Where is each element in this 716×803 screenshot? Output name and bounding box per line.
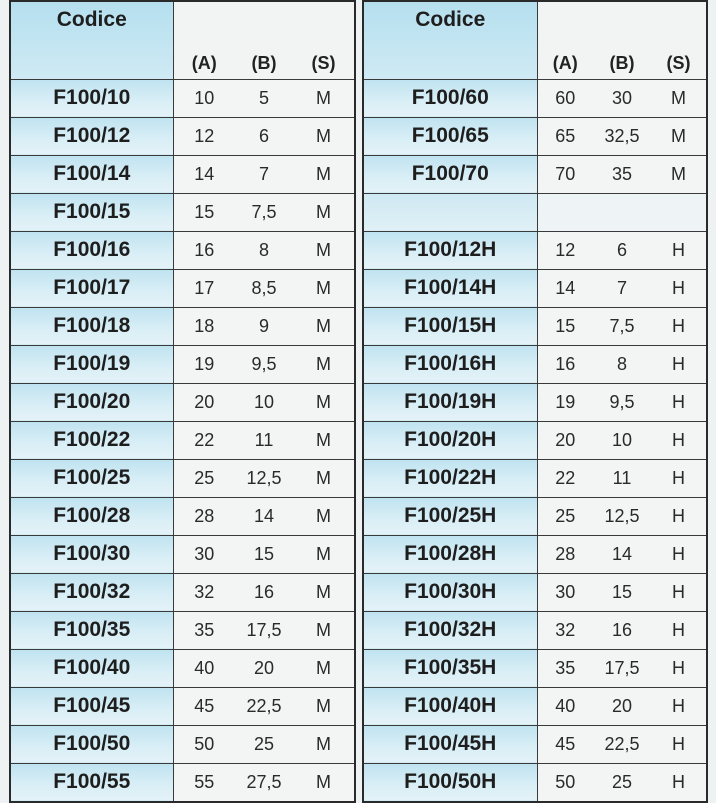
s-cell: M <box>293 497 355 535</box>
b-cell: 15 <box>235 535 293 573</box>
code-cell: F100/28H <box>363 535 537 573</box>
table-row <box>363 763 707 802</box>
table-row <box>363 459 707 497</box>
b-cell: 12,5 <box>235 459 293 497</box>
b-cell: 7,5 <box>235 193 293 231</box>
table-row <box>363 155 707 193</box>
left-table-body <box>10 79 355 802</box>
table-row <box>10 763 355 802</box>
table-row <box>10 155 355 193</box>
header-col-b: (B) <box>593 1 651 79</box>
code-cell: F100/35 <box>10 611 173 649</box>
header-row <box>10 1 355 79</box>
a-cell: 12 <box>537 231 593 269</box>
s-cell: M <box>293 269 355 307</box>
a-cell: 35 <box>537 649 593 687</box>
s-cell: M <box>293 307 355 345</box>
s-cell: H <box>651 383 707 421</box>
code-cell: F100/40 <box>10 649 173 687</box>
table-row <box>363 611 707 649</box>
s-cell: M <box>293 459 355 497</box>
code-cell: F100/28 <box>10 497 173 535</box>
s-cell: M <box>293 345 355 383</box>
left-code-table <box>9 0 356 803</box>
code-cell: F100/17 <box>10 269 173 307</box>
b-cell: 8,5 <box>235 269 293 307</box>
b-cell: 17,5 <box>235 611 293 649</box>
a-cell: 50 <box>537 763 593 802</box>
code-cell: F100/45 <box>10 687 173 725</box>
s-cell: H <box>651 345 707 383</box>
s-cell: M <box>651 155 707 193</box>
a-cell: 60 <box>537 79 593 117</box>
s-cell: H <box>651 535 707 573</box>
a-cell: 10 <box>173 79 235 117</box>
a-cell: 45 <box>537 725 593 763</box>
code-cell: F100/10 <box>10 79 173 117</box>
a-cell: 17 <box>173 269 235 307</box>
s-cell: H <box>651 421 707 459</box>
table-row <box>10 307 355 345</box>
header-col-a: (A) <box>173 1 235 79</box>
b-cell: 7 <box>235 155 293 193</box>
b-cell: 9 <box>235 307 293 345</box>
header-codice: Codice <box>10 1 173 79</box>
table-row <box>10 193 355 231</box>
table-row <box>10 345 355 383</box>
code-cell: F100/32 <box>10 573 173 611</box>
a-cell: 45 <box>173 687 235 725</box>
code-cell: F100/32H <box>363 611 537 649</box>
s-cell: M <box>293 535 355 573</box>
header-col-s: (S) <box>293 1 355 79</box>
code-cell: F100/65 <box>363 117 537 155</box>
table-row <box>363 421 707 459</box>
s-cell: M <box>651 79 707 117</box>
s-cell: H <box>651 573 707 611</box>
table-row <box>10 611 355 649</box>
code-cell: F100/16 <box>10 231 173 269</box>
a-cell: 14 <box>537 269 593 307</box>
b-cell: 10 <box>593 421 651 459</box>
right-code-table <box>362 0 708 803</box>
a-cell: 14 <box>173 155 235 193</box>
table-row <box>10 383 355 421</box>
s-cell: M <box>293 611 355 649</box>
s-cell: M <box>293 155 355 193</box>
a-cell: 28 <box>537 535 593 573</box>
s-cell: H <box>651 611 707 649</box>
b-cell: 20 <box>235 649 293 687</box>
b-cell: 9,5 <box>235 345 293 383</box>
code-cell: F100/60 <box>363 79 537 117</box>
s-cell: H <box>651 269 707 307</box>
code-cell: F100/50 <box>10 725 173 763</box>
table-row <box>363 79 707 117</box>
code-cell: F100/40H <box>363 687 537 725</box>
b-cell: 16 <box>235 573 293 611</box>
a-cell: 35 <box>173 611 235 649</box>
s-cell: M <box>293 193 355 231</box>
table-row <box>363 117 707 155</box>
table-row <box>363 269 707 307</box>
header-row <box>363 1 707 79</box>
a-cell: 30 <box>173 535 235 573</box>
table-row <box>363 345 707 383</box>
a-cell: 50 <box>173 725 235 763</box>
table-row <box>363 307 707 345</box>
s-cell: H <box>651 307 707 345</box>
b-cell: 22,5 <box>235 687 293 725</box>
code-cell: F100/15 <box>10 193 173 231</box>
table-row <box>10 459 355 497</box>
code-cell: F100/15H <box>363 307 537 345</box>
b-cell: 25 <box>593 763 651 802</box>
b-cell: 8 <box>593 345 651 383</box>
b-cell: 11 <box>593 459 651 497</box>
table-row <box>10 535 355 573</box>
a-cell: 19 <box>173 345 235 383</box>
s-cell: M <box>293 383 355 421</box>
code-cell: F100/25 <box>10 459 173 497</box>
code-cell: F100/50H <box>363 763 537 802</box>
a-cell: 30 <box>537 573 593 611</box>
code-cell <box>363 193 537 231</box>
right-table-body <box>363 79 707 802</box>
a-cell: 25 <box>173 459 235 497</box>
a-cell: 32 <box>537 611 593 649</box>
s-cell: H <box>651 763 707 802</box>
a-cell: 32 <box>173 573 235 611</box>
table-row <box>363 535 707 573</box>
b-cell <box>593 193 651 231</box>
a-cell: 16 <box>173 231 235 269</box>
a-cell: 20 <box>173 383 235 421</box>
code-cell: F100/12 <box>10 117 173 155</box>
s-cell: H <box>651 649 707 687</box>
table-row <box>363 193 707 231</box>
s-cell: M <box>293 117 355 155</box>
a-cell: 12 <box>173 117 235 155</box>
b-cell: 7,5 <box>593 307 651 345</box>
code-cell: F100/19H <box>363 383 537 421</box>
b-cell: 7 <box>593 269 651 307</box>
table-row <box>363 497 707 535</box>
table-row <box>10 725 355 763</box>
s-cell: M <box>293 649 355 687</box>
b-cell: 12,5 <box>593 497 651 535</box>
b-cell: 25 <box>235 725 293 763</box>
table-row <box>10 421 355 459</box>
table-row <box>363 687 707 725</box>
b-cell: 8 <box>235 231 293 269</box>
code-cell: F100/30H <box>363 573 537 611</box>
s-cell: M <box>651 117 707 155</box>
table-row <box>10 79 355 117</box>
code-cell: F100/25H <box>363 497 537 535</box>
code-cell: F100/55 <box>10 763 173 802</box>
b-cell: 9,5 <box>593 383 651 421</box>
header-col-a: (A) <box>537 1 593 79</box>
code-cell: F100/14 <box>10 155 173 193</box>
b-cell: 35 <box>593 155 651 193</box>
code-cell: F100/20 <box>10 383 173 421</box>
b-cell: 30 <box>593 79 651 117</box>
a-cell: 28 <box>173 497 235 535</box>
table-row <box>10 687 355 725</box>
a-cell: 20 <box>537 421 593 459</box>
code-cell: F100/45H <box>363 725 537 763</box>
s-cell: H <box>651 687 707 725</box>
a-cell: 55 <box>173 763 235 802</box>
b-cell: 6 <box>593 231 651 269</box>
s-cell: M <box>293 725 355 763</box>
code-cell: F100/35H <box>363 649 537 687</box>
a-cell: 15 <box>173 193 235 231</box>
a-cell: 22 <box>173 421 235 459</box>
code-cell: F100/70 <box>363 155 537 193</box>
s-cell: M <box>293 421 355 459</box>
s-cell <box>651 193 707 231</box>
a-cell: 25 <box>537 497 593 535</box>
a-cell: 18 <box>173 307 235 345</box>
a-cell: 70 <box>537 155 593 193</box>
table-row <box>363 725 707 763</box>
table-row <box>10 269 355 307</box>
a-cell: 19 <box>537 383 593 421</box>
header-codice: Codice <box>363 1 537 79</box>
a-cell: 22 <box>537 459 593 497</box>
s-cell: H <box>651 725 707 763</box>
code-cell: F100/14H <box>363 269 537 307</box>
table-row <box>10 497 355 535</box>
s-cell: H <box>651 497 707 535</box>
a-cell: 40 <box>173 649 235 687</box>
a-cell <box>537 193 593 231</box>
s-cell: H <box>651 459 707 497</box>
a-cell: 15 <box>537 307 593 345</box>
b-cell: 11 <box>235 421 293 459</box>
b-cell: 5 <box>235 79 293 117</box>
b-cell: 17,5 <box>593 649 651 687</box>
code-cell: F100/16H <box>363 345 537 383</box>
b-cell: 14 <box>593 535 651 573</box>
a-cell: 40 <box>537 687 593 725</box>
b-cell: 20 <box>593 687 651 725</box>
b-cell: 32,5 <box>593 117 651 155</box>
code-cell: F100/22 <box>10 421 173 459</box>
b-cell: 16 <box>593 611 651 649</box>
table-row <box>10 649 355 687</box>
a-cell: 16 <box>537 345 593 383</box>
table-row <box>363 231 707 269</box>
s-cell: M <box>293 573 355 611</box>
code-cell: F100/30 <box>10 535 173 573</box>
s-cell: M <box>293 79 355 117</box>
table-row <box>10 573 355 611</box>
table-row <box>363 383 707 421</box>
b-cell: 14 <box>235 497 293 535</box>
table-row <box>363 649 707 687</box>
s-cell: M <box>293 763 355 802</box>
table-row <box>10 117 355 155</box>
table-row <box>10 231 355 269</box>
code-cell: F100/20H <box>363 421 537 459</box>
s-cell: M <box>293 231 355 269</box>
code-cell: F100/22H <box>363 459 537 497</box>
b-cell: 6 <box>235 117 293 155</box>
table-row <box>363 573 707 611</box>
b-cell: 15 <box>593 573 651 611</box>
header-col-s: (S) <box>651 1 707 79</box>
s-cell: M <box>293 687 355 725</box>
header-col-b: (B) <box>235 1 293 79</box>
b-cell: 27,5 <box>235 763 293 802</box>
code-cell: F100/19 <box>10 345 173 383</box>
b-cell: 22,5 <box>593 725 651 763</box>
a-cell: 65 <box>537 117 593 155</box>
code-cell: F100/12H <box>363 231 537 269</box>
b-cell: 10 <box>235 383 293 421</box>
s-cell: H <box>651 231 707 269</box>
code-cell: F100/18 <box>10 307 173 345</box>
